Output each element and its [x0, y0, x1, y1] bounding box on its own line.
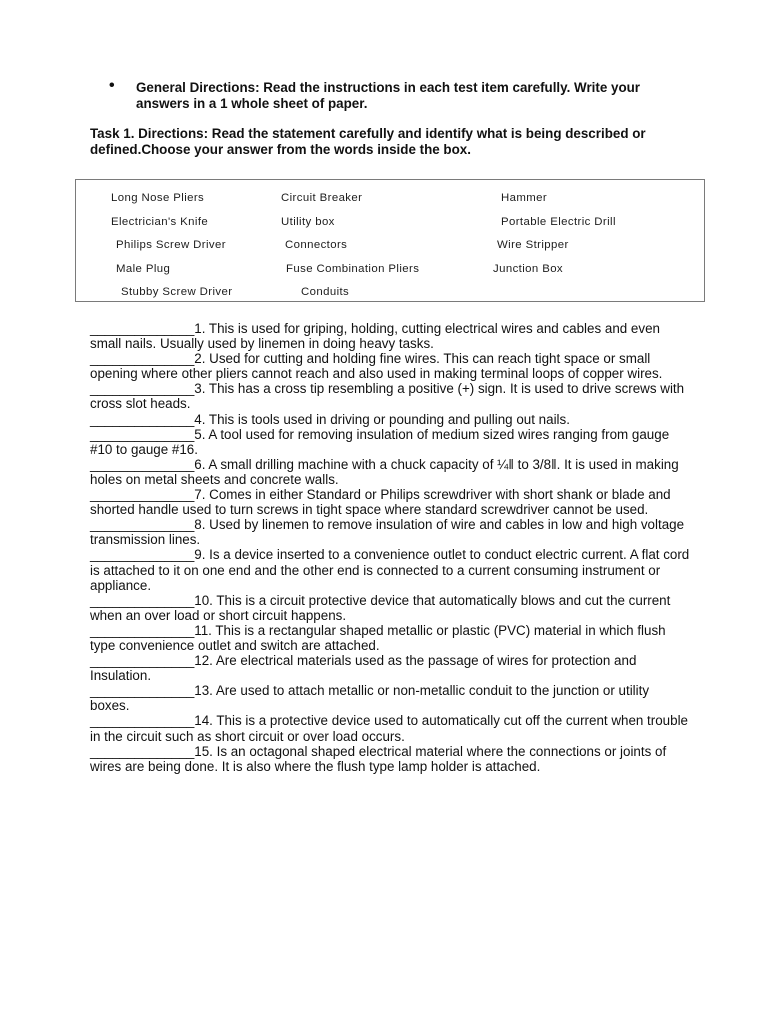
- general-directions: [109, 77, 682, 112]
- word-stubby-screw-driver: Stubby Screw Driver: [121, 286, 233, 298]
- test-item: ______________7. Comes in either Standard or Philips screwdriver with short shank or blade and shorted handle used to turn screws in tight space where standard screwdriver cannot be used.: [90, 487, 671, 518]
- general-directions-text: General Directions: Read the instructions in each test item carefully. Write your answers in a 1 whole sheet of paper.: [136, 80, 641, 111]
- task1-directions: Task 1. Directions: Read the statement carefully and identify what is being described or defined.Choose your answer from the words inside the box.: [90, 126, 646, 157]
- word-philips-screw-driver: Philips Screw Driver: [116, 239, 226, 251]
- test-item: ______________13. Are used to attach metallic or non-metallic conduit to the junction or utility boxes.: [90, 683, 650, 714]
- word-wire-stripper: Wire Stripper: [497, 239, 569, 251]
- word-connectors: Connectors: [285, 239, 348, 251]
- word-fuse-combination-pliers: Fuse Combination Pliers: [286, 263, 420, 275]
- word-junction-box: Junction Box: [493, 263, 564, 275]
- test-item: ______________6. A small drilling machine with a chuck capacity of ¼‖ to 3/8‖. It is used in making holes on metal sheets and concrete walls.: [90, 456, 679, 487]
- test-item: ______________11. This is a rectangular shaped metallic or plastic (PVC) material in which flush type convenience outlet and switch are attached.: [90, 622, 666, 653]
- word-male-plug: Male Plug: [116, 263, 171, 275]
- test-item: ______________9. Is a device inserted to a convenience outlet to conduct electric current. A flat cord is attached to it on one end and the other end is connected to a current consuming instrument or appliance.: [90, 547, 690, 593]
- word-hammer: Hammer: [501, 192, 548, 204]
- test-item: ______________14. This is a protective device used to automatically cut off the current when trouble in the circuit such as short circuit or over load occurs.: [90, 713, 689, 744]
- test-item: ______________2. Used for cutting and holding fine wires. This can reach tight space or small opening where other pliers cannot reach and also used in making terminal loops of copper wires.: [90, 351, 663, 382]
- test-items-list: [90, 321, 690, 774]
- test-item: ______________4. This is tools used in driving or pounding and pulling out nails.: [90, 411, 570, 427]
- word-conduits: Conduits: [301, 286, 350, 298]
- test-item: ______________5. A tool used for removing insulation of medium sized wires ranging from gauge #10 to gauge #16.: [90, 426, 670, 457]
- test-item: ______________1. This is used for griping, holding, cutting electrical wires and cables and even small nails. Usually used by linemen in doing heavy tasks.: [90, 321, 660, 352]
- word-utility-box: Utility box: [281, 216, 335, 228]
- word-long-nose-pliers: Long Nose Pliers: [111, 192, 205, 204]
- word-circuit-breaker: Circuit Breaker: [281, 192, 363, 204]
- word-portable-electric-drill: Portable Electric Drill: [501, 216, 616, 228]
- test-item: ______________10. This is a circuit protective device that automatically blows and cut the current when an over load or short circuit happens.: [90, 592, 671, 623]
- test-item: ______________3. This has a cross tip resembling a positive (+) sign. It is used to drive screws with cross slot heads.: [90, 381, 685, 412]
- word-box: [75, 179, 705, 302]
- test-item: ______________12. Are electrical materials used as the passage of wires for protection and Insulation.: [90, 653, 637, 684]
- test-item: ______________15. Is an octagonal shaped electrical material where the connections or joints of wires are being done. It is also where the flush type lamp holder is attached.: [90, 743, 667, 774]
- bullet-icon: •: [109, 77, 115, 94]
- word-electricians-knife: Electrician's Knife: [111, 216, 209, 228]
- test-item: ______________8. Used by linemen to remove insulation of wire and cables in low and high voltage transmission lines.: [90, 517, 685, 548]
